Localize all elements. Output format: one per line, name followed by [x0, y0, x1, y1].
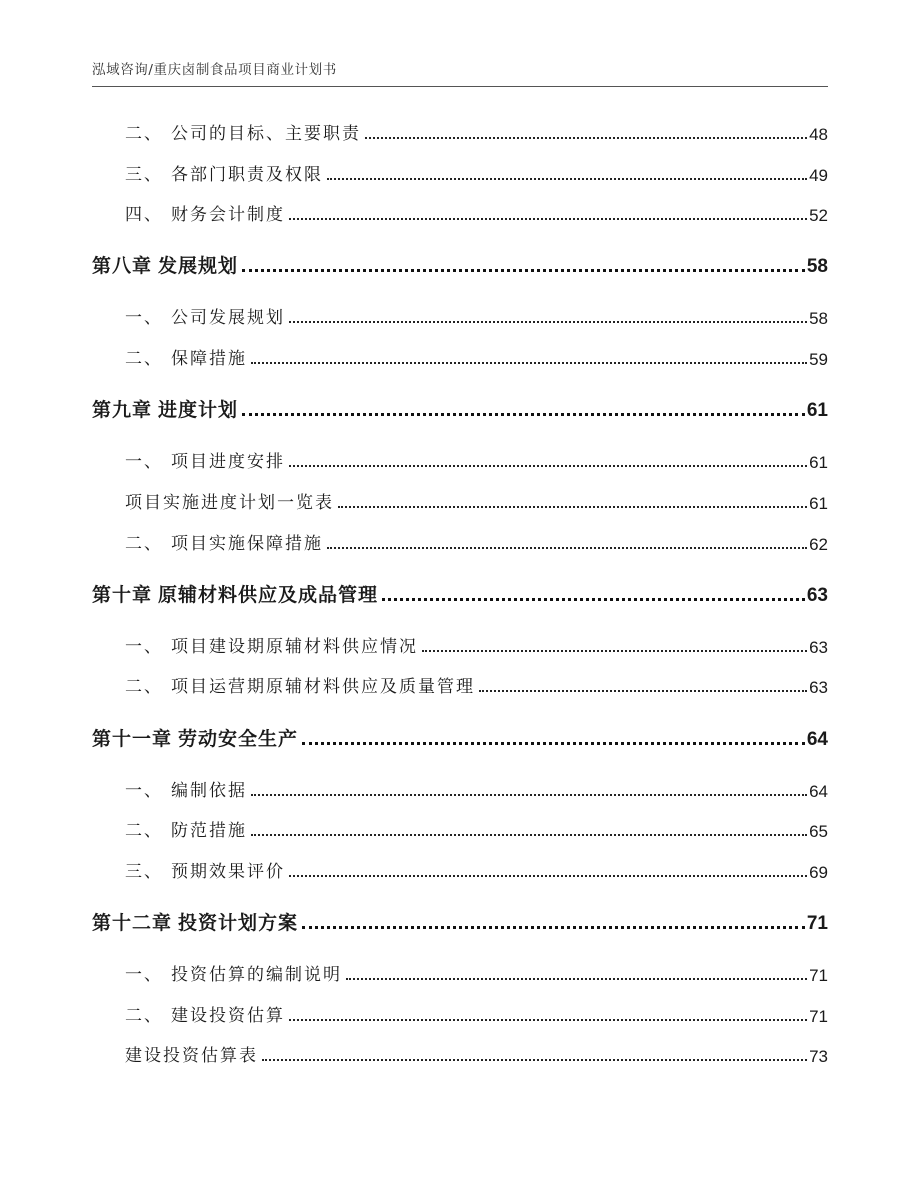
toc-entry-number: 一、 [125, 452, 163, 472]
toc-entry-number: 二、 [125, 821, 163, 841]
toc-entry-page: 58 [809, 309, 828, 328]
toc-entry-number: 一、 [125, 781, 163, 801]
toc-entry-title: 公司发展规划 [171, 308, 285, 328]
toc-entry-number: 一、 [125, 965, 163, 985]
dot-leader [302, 926, 805, 929]
toc-entry-title: 投资估算的编制说明 [171, 965, 342, 985]
toc-entry[interactable] [125, 167, 828, 184]
dot-leader [251, 834, 807, 836]
toc-entry-title: 防范措施 [171, 821, 247, 841]
dot-leader [327, 547, 807, 549]
toc-entry[interactable] [125, 536, 828, 553]
toc-entry-page: 61 [809, 453, 828, 472]
dot-leader [289, 1019, 807, 1021]
dot-leader [262, 1059, 807, 1061]
page-header: 泓域咨询/重庆卤制食品项目商业计划书 [92, 62, 337, 78]
toc-entry[interactable] [125, 310, 828, 327]
dot-leader [302, 742, 805, 745]
toc-entry-number: 三、 [125, 862, 163, 882]
toc-chapter-page: 61 [806, 400, 828, 421]
toc-entry-title: 编制依据 [171, 781, 247, 801]
dot-leader [251, 794, 807, 796]
toc-entry[interactable] [125, 783, 828, 800]
toc-entry-number: 一、 [125, 308, 163, 328]
toc-entry-page: 65 [809, 822, 828, 841]
dot-leader [327, 178, 807, 180]
toc-chapter-page: 64 [806, 729, 828, 750]
toc-entry[interactable] [125, 1008, 828, 1025]
toc-chapter[interactable] [92, 401, 828, 420]
toc-entry-title: 公司的目标、主要职责 [171, 124, 361, 144]
toc-chapter-number: 第十章 [92, 584, 153, 606]
toc-entry-number: 二、 [125, 124, 163, 144]
toc-chapter-number: 第八章 [92, 255, 153, 277]
toc-entry-page: 62 [809, 535, 828, 554]
toc-entry-title: 建设投资估算表 [125, 1046, 258, 1066]
toc-entry-number: 三、 [125, 165, 163, 185]
toc-entry-page: 64 [809, 782, 828, 801]
toc-chapter[interactable] [92, 914, 828, 933]
toc-entry-page: 69 [809, 863, 828, 882]
toc-entry-page: 59 [809, 350, 828, 369]
toc-entry[interactable] [125, 207, 828, 224]
toc-entry-page: 73 [809, 1047, 828, 1066]
toc-entry[interactable] [125, 639, 828, 656]
toc-entry-title: 建设投资估算 [171, 1006, 285, 1026]
toc-table-entry[interactable] [125, 1048, 828, 1065]
toc-entry-number: 四、 [125, 205, 163, 225]
header-rule [92, 86, 828, 87]
dot-leader [422, 650, 807, 652]
toc-entry-number: 二、 [125, 534, 163, 554]
toc-entry-title: 项目建设期原辅材料供应情况 [171, 637, 418, 657]
toc-chapter-number: 第十二章 [92, 912, 173, 934]
toc-entry[interactable] [125, 864, 828, 881]
dot-leader [251, 362, 807, 364]
toc-chapter-page: 58 [806, 256, 828, 277]
toc-entry-page: 63 [809, 678, 828, 697]
toc-chapter[interactable] [92, 257, 828, 276]
toc-entry-number: 一、 [125, 637, 163, 657]
dot-leader [242, 269, 805, 272]
toc-entry-title: 保障措施 [171, 349, 247, 369]
dot-leader [289, 218, 807, 220]
dot-leader [365, 137, 807, 139]
toc-chapter-page: 63 [806, 585, 828, 606]
toc-entry-number: 二、 [125, 677, 163, 697]
toc-entry-page: 48 [809, 125, 828, 144]
toc-entry-title: 项目进度安排 [171, 452, 285, 472]
dot-leader [382, 598, 805, 601]
dot-leader [479, 690, 807, 692]
toc-entry-title: 财务会计制度 [171, 205, 285, 225]
dot-leader [338, 506, 807, 508]
toc-entry-number: 二、 [125, 1006, 163, 1026]
toc-chapter-number: 第十一章 [92, 728, 173, 750]
toc-entry-title: 各部门职责及权限 [171, 165, 323, 185]
dot-leader [242, 413, 805, 416]
toc-chapter-title: 劳动安全生产 [178, 728, 299, 750]
toc-entry[interactable] [125, 454, 828, 471]
toc-chapter-number: 第九章 [92, 399, 153, 421]
dot-leader [289, 465, 807, 467]
toc-entry[interactable] [125, 679, 828, 696]
toc-entry-page: 71 [809, 966, 828, 985]
toc-chapter[interactable] [92, 586, 828, 605]
toc-table-entry[interactable] [125, 495, 828, 512]
toc-entry-page: 71 [809, 1007, 828, 1026]
toc-entry-page: 52 [809, 206, 828, 225]
toc-entry-page: 61 [809, 494, 828, 513]
toc-chapter-title: 原辅材料供应及成品管理 [158, 584, 379, 606]
toc-entry-title: 项目运营期原辅材料供应及质量管理 [171, 677, 475, 697]
toc-entry[interactable] [125, 967, 828, 984]
toc-entry[interactable] [125, 126, 828, 143]
toc-entry-number: 二、 [125, 349, 163, 369]
toc-entry[interactable] [125, 351, 828, 368]
toc-entry-title: 预期效果评价 [171, 862, 285, 882]
toc-entry-page: 63 [809, 638, 828, 657]
toc-chapter-page: 71 [806, 913, 828, 934]
toc-entry[interactable] [125, 823, 828, 840]
dot-leader [346, 978, 807, 980]
toc-chapter-title: 发展规划 [158, 255, 239, 277]
dot-leader [289, 875, 807, 877]
toc-chapter[interactable] [92, 730, 828, 749]
toc-entry-title: 项目实施进度计划一览表 [125, 493, 334, 513]
toc-entry-page: 49 [809, 166, 828, 185]
dot-leader [289, 321, 807, 323]
toc-chapter-title: 进度计划 [158, 399, 239, 421]
toc-chapter-title: 投资计划方案 [178, 912, 299, 934]
toc-entry-title: 项目实施保障措施 [171, 534, 323, 554]
